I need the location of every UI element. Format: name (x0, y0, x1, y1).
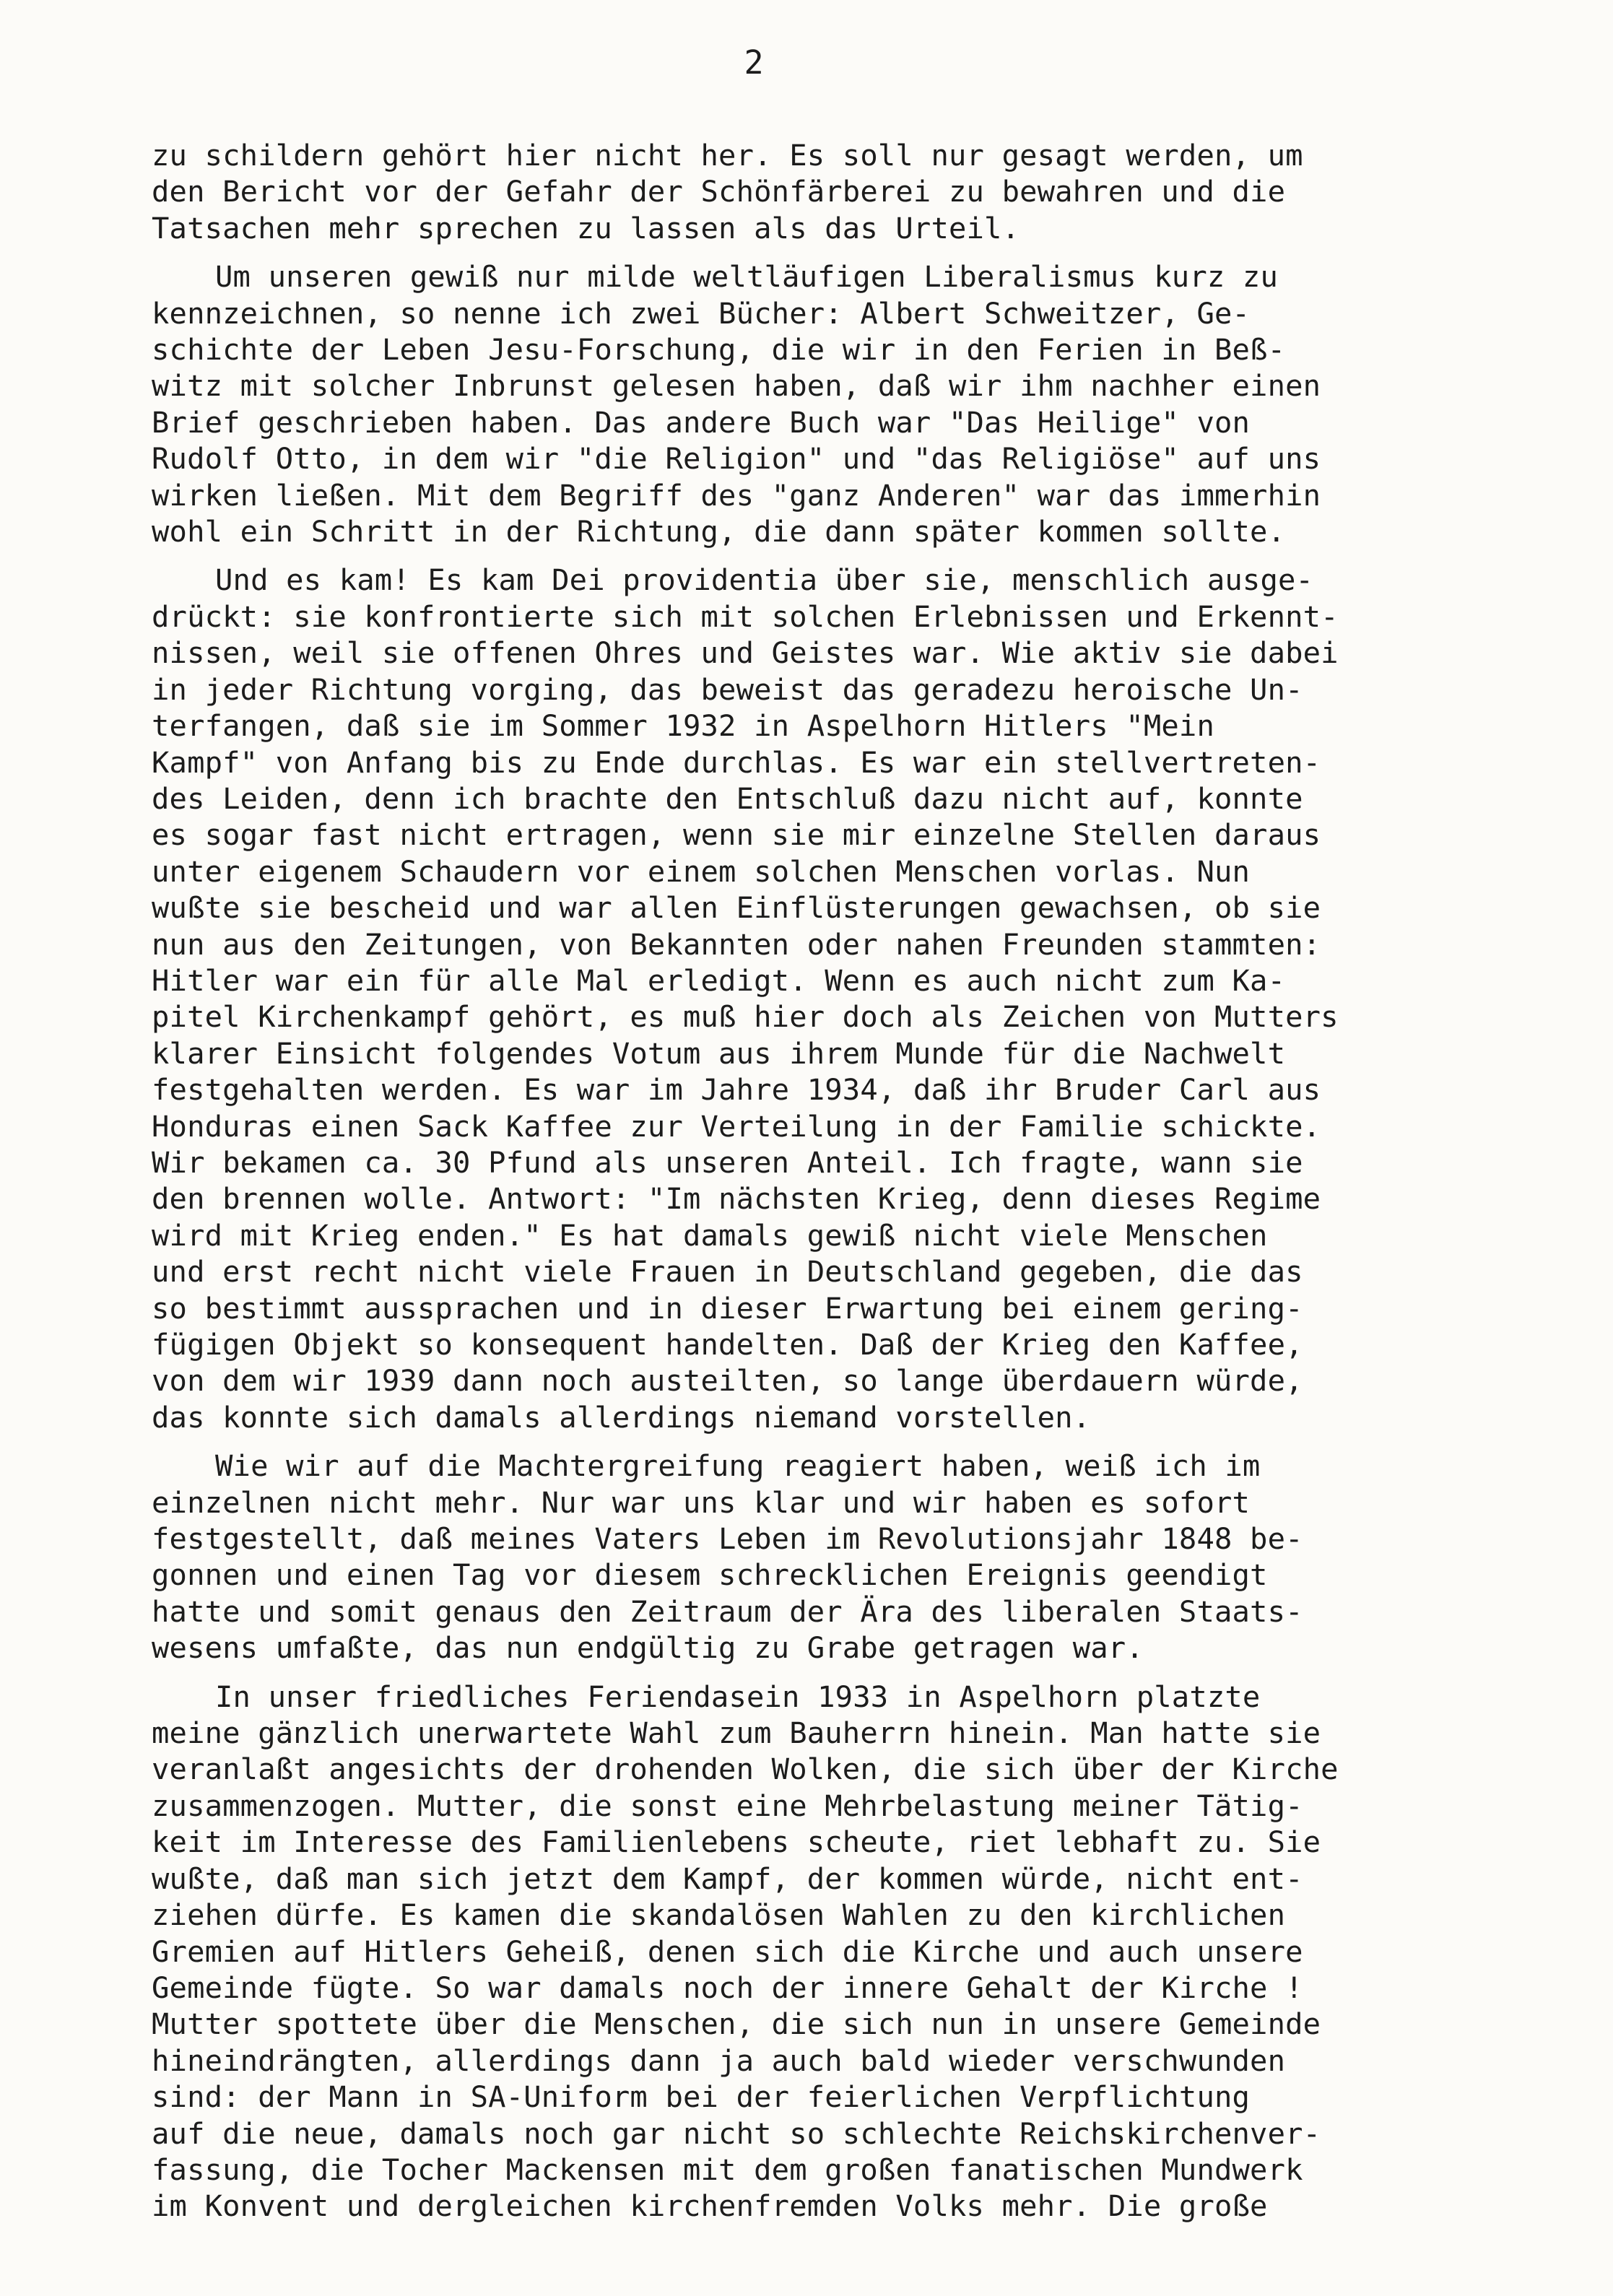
text-line: wirken ließen. Mit dem Begriff des "ganz Anderen" war das immerhin (152, 477, 1321, 513)
text-line: gonnen und einen Tag vor diesem schrecklichen Ereignis geendigt (152, 1557, 1268, 1593)
text-line: keit im Interesse des Familienlebens scheute, riet lebhaft zu. Sie (152, 1825, 1321, 1860)
text-line: terfangen, daß sie im Sommer 1932 in Aspelhorn Hitlers "Mein (152, 708, 1214, 744)
text-line: in jeder Richtung vorging, das beweist das geradezu heroische Un- (152, 671, 1303, 707)
text-line: festgestellt, daß meines Vaters Leben im Revolutionsjahr 1848 be- (152, 1521, 1303, 1557)
text-line: nun aus den Zeitungen, von Bekannten oder nahen Freunden stammten: (152, 926, 1321, 962)
text-line: Um unseren gewiß nur milde weltläufigen Liberalismus kurz zu (215, 259, 1278, 295)
text-line: Hitler war ein für alle Mal erledigt. Wenn es auch nicht zum Ka- (152, 962, 1286, 998)
text-line: In unser friedliches Feriendasein 1933 in Aspelhorn platzte (215, 1679, 1261, 1714)
text-line: auf die neue, damals noch gar nicht so schlechte Reichskirchenver- (152, 2115, 1321, 2151)
text-line: unter eigenem Schaudern vor einem solchen Menschen vorlas. Nun (152, 853, 1251, 889)
text-line: meine gänzlich unerwartete Wahl zum Bauherrn hinein. Man hatte sie (152, 1716, 1321, 1751)
text-line: Wir bekamen ca. 30 Pfund als unseren Anteil. Ich fragte, wann sie (152, 1144, 1303, 1180)
text-line: wohl ein Schritt in der Richtung, die dann später kommen sollte. (152, 514, 1286, 549)
text-line: kennzeichnen, so nenne ich zwei Bücher: Albert Schweitzer, Ge- (152, 295, 1251, 331)
text-line: nissen, weil sie offenen Ohres und Geistes war. Wie aktiv sie dabei (152, 635, 1339, 671)
text-line: schichte der Leben Jesu-Forschung, die wir in den Ferien in Beß- (152, 332, 1286, 368)
text-line: zu schildern gehört hier nicht her. Es soll nur gesagt werden, um (152, 138, 1303, 173)
text-line: festgehalten werden. Es war im Jahre 1934, daß ihr Bruder Carl aus (152, 1072, 1321, 1108)
text-line: witz mit solcher Inbrunst gelesen haben, daß wir ihm nachher einen (152, 368, 1321, 404)
text-line: fassung, die Tocher Mackensen mit dem großen fanatischen Mundwerk (152, 2152, 1303, 2187)
paragraph (152, 562, 1581, 1435)
text-line: Kampf" von Anfang bis zu Ende durchlas. Es war ein stellvertreten- (152, 744, 1321, 780)
text-line: einzelnen nicht mehr. Nur war uns klar und wir haben es sofort (152, 1484, 1251, 1520)
text-line: hineindrängten, allerdings dann ja auch bald wieder verschwunden (152, 2043, 1286, 2078)
page-number: 2 (744, 43, 764, 82)
text-line: klarer Einsicht folgendes Votum aus ihrem Munde für die Nachwelt (152, 1035, 1286, 1071)
text-line: und erst recht nicht viele Frauen in Deutschland gegeben, die das (152, 1254, 1303, 1290)
text-line: hatte und somit genaus den Zeitraum der Ära des liberalen Staats- (152, 1593, 1303, 1629)
text-line: Wie wir auf die Machtergreifung reagiert haben, weiß ich im (215, 1448, 1261, 1484)
text-line: das konnte sich damals allerdings niemand vorstellen. (152, 1399, 1091, 1435)
text-line: drückt: sie konfrontierte sich mit solchen Erlebnissen und Erkennt- (152, 599, 1339, 634)
text-line: Gemeinde fügte. So war damals noch der innere Gehalt der Kirche ! (152, 1970, 1303, 2005)
text-line: wesens umfaßte, das nun endgültig zu Grabe getragen war. (152, 1630, 1144, 1666)
body-text (152, 137, 1581, 2237)
text-line: des Leiden, denn ich brachte den Entschluß dazu nicht auf, konnte (152, 780, 1303, 816)
text-line: Und es kam! Es kam Dei providentia über sie, menschlich ausge- (215, 562, 1314, 598)
text-line: pitel Kirchenkampf gehört, es muß hier doch als Zeichen von Mutters (152, 999, 1339, 1035)
text-line: wußte sie bescheid und war allen Einflüsterungen gewachsen, ob sie (152, 890, 1321, 926)
text-line: den brennen wolle. Antwort: "Im nächsten Krieg, denn dieses Regime (152, 1181, 1321, 1217)
text-line: Mutter spottete über die Menschen, die sich nun in unsere Gemeinde (152, 2006, 1321, 2042)
text-line: Rudolf Otto, in dem wir "die Religion" und "das Religiöse" auf uns (152, 441, 1321, 477)
paragraph (152, 137, 1581, 246)
text-line: zusammenzogen. Mutter, die sonst eine Mehrbelastung meiner Tätig- (152, 1788, 1303, 1823)
text-line: Honduras einen Sack Kaffee zur Verteilung in der Familie schickte. (152, 1108, 1321, 1144)
text-line: ziehen dürfe. Es kamen die skandalösen Wahlen zu den kirchlichen (152, 1897, 1286, 1933)
text-line: Tatsachen mehr sprechen zu lassen als das Urteil. (152, 210, 1020, 245)
text-line: wird mit Krieg enden." Es hat damals gewiß nicht viele Menschen (152, 1217, 1268, 1253)
text-line: sind: der Mann in SA-Uniform bei der feierlichen Verpflichtung (152, 2079, 1251, 2115)
text-line: wußte, daß man sich jetzt dem Kampf, der kommen würde, nicht ent- (152, 1861, 1303, 1896)
text-line: so bestimmt aussprachen und in dieser Erwartung bei einem gering- (152, 1290, 1303, 1326)
paragraph (152, 258, 1581, 549)
paragraph (152, 1448, 1581, 1666)
text-line: im Konvent und dergleichen kirchenfremden Volks mehr. Die große (152, 2188, 1268, 2224)
paragraph (152, 1679, 1581, 2225)
text-line: veranlaßt angesichts der drohenden Wolken, die sich über der Kirche (152, 1752, 1339, 1787)
text-line: fügigen Objekt so konsequent handelten. Daß der Krieg den Kaffee, (152, 1327, 1303, 1362)
text-line: den Bericht vor der Gefahr der Schönfärberei zu bewahren und die (152, 174, 1286, 209)
text-line: von dem wir 1939 dann noch austeilten, so lange überdauern würde, (152, 1363, 1303, 1399)
text-line: Gremien auf Hitlers Geheiß, denen sich die Kirche und auch unsere (152, 1934, 1303, 1969)
text-line: es sogar fast nicht ertragen, wenn sie mir einzelne Stellen daraus (152, 817, 1321, 853)
text-line: Brief geschrieben haben. Das andere Buch war "Das Heilige" von (152, 404, 1251, 440)
